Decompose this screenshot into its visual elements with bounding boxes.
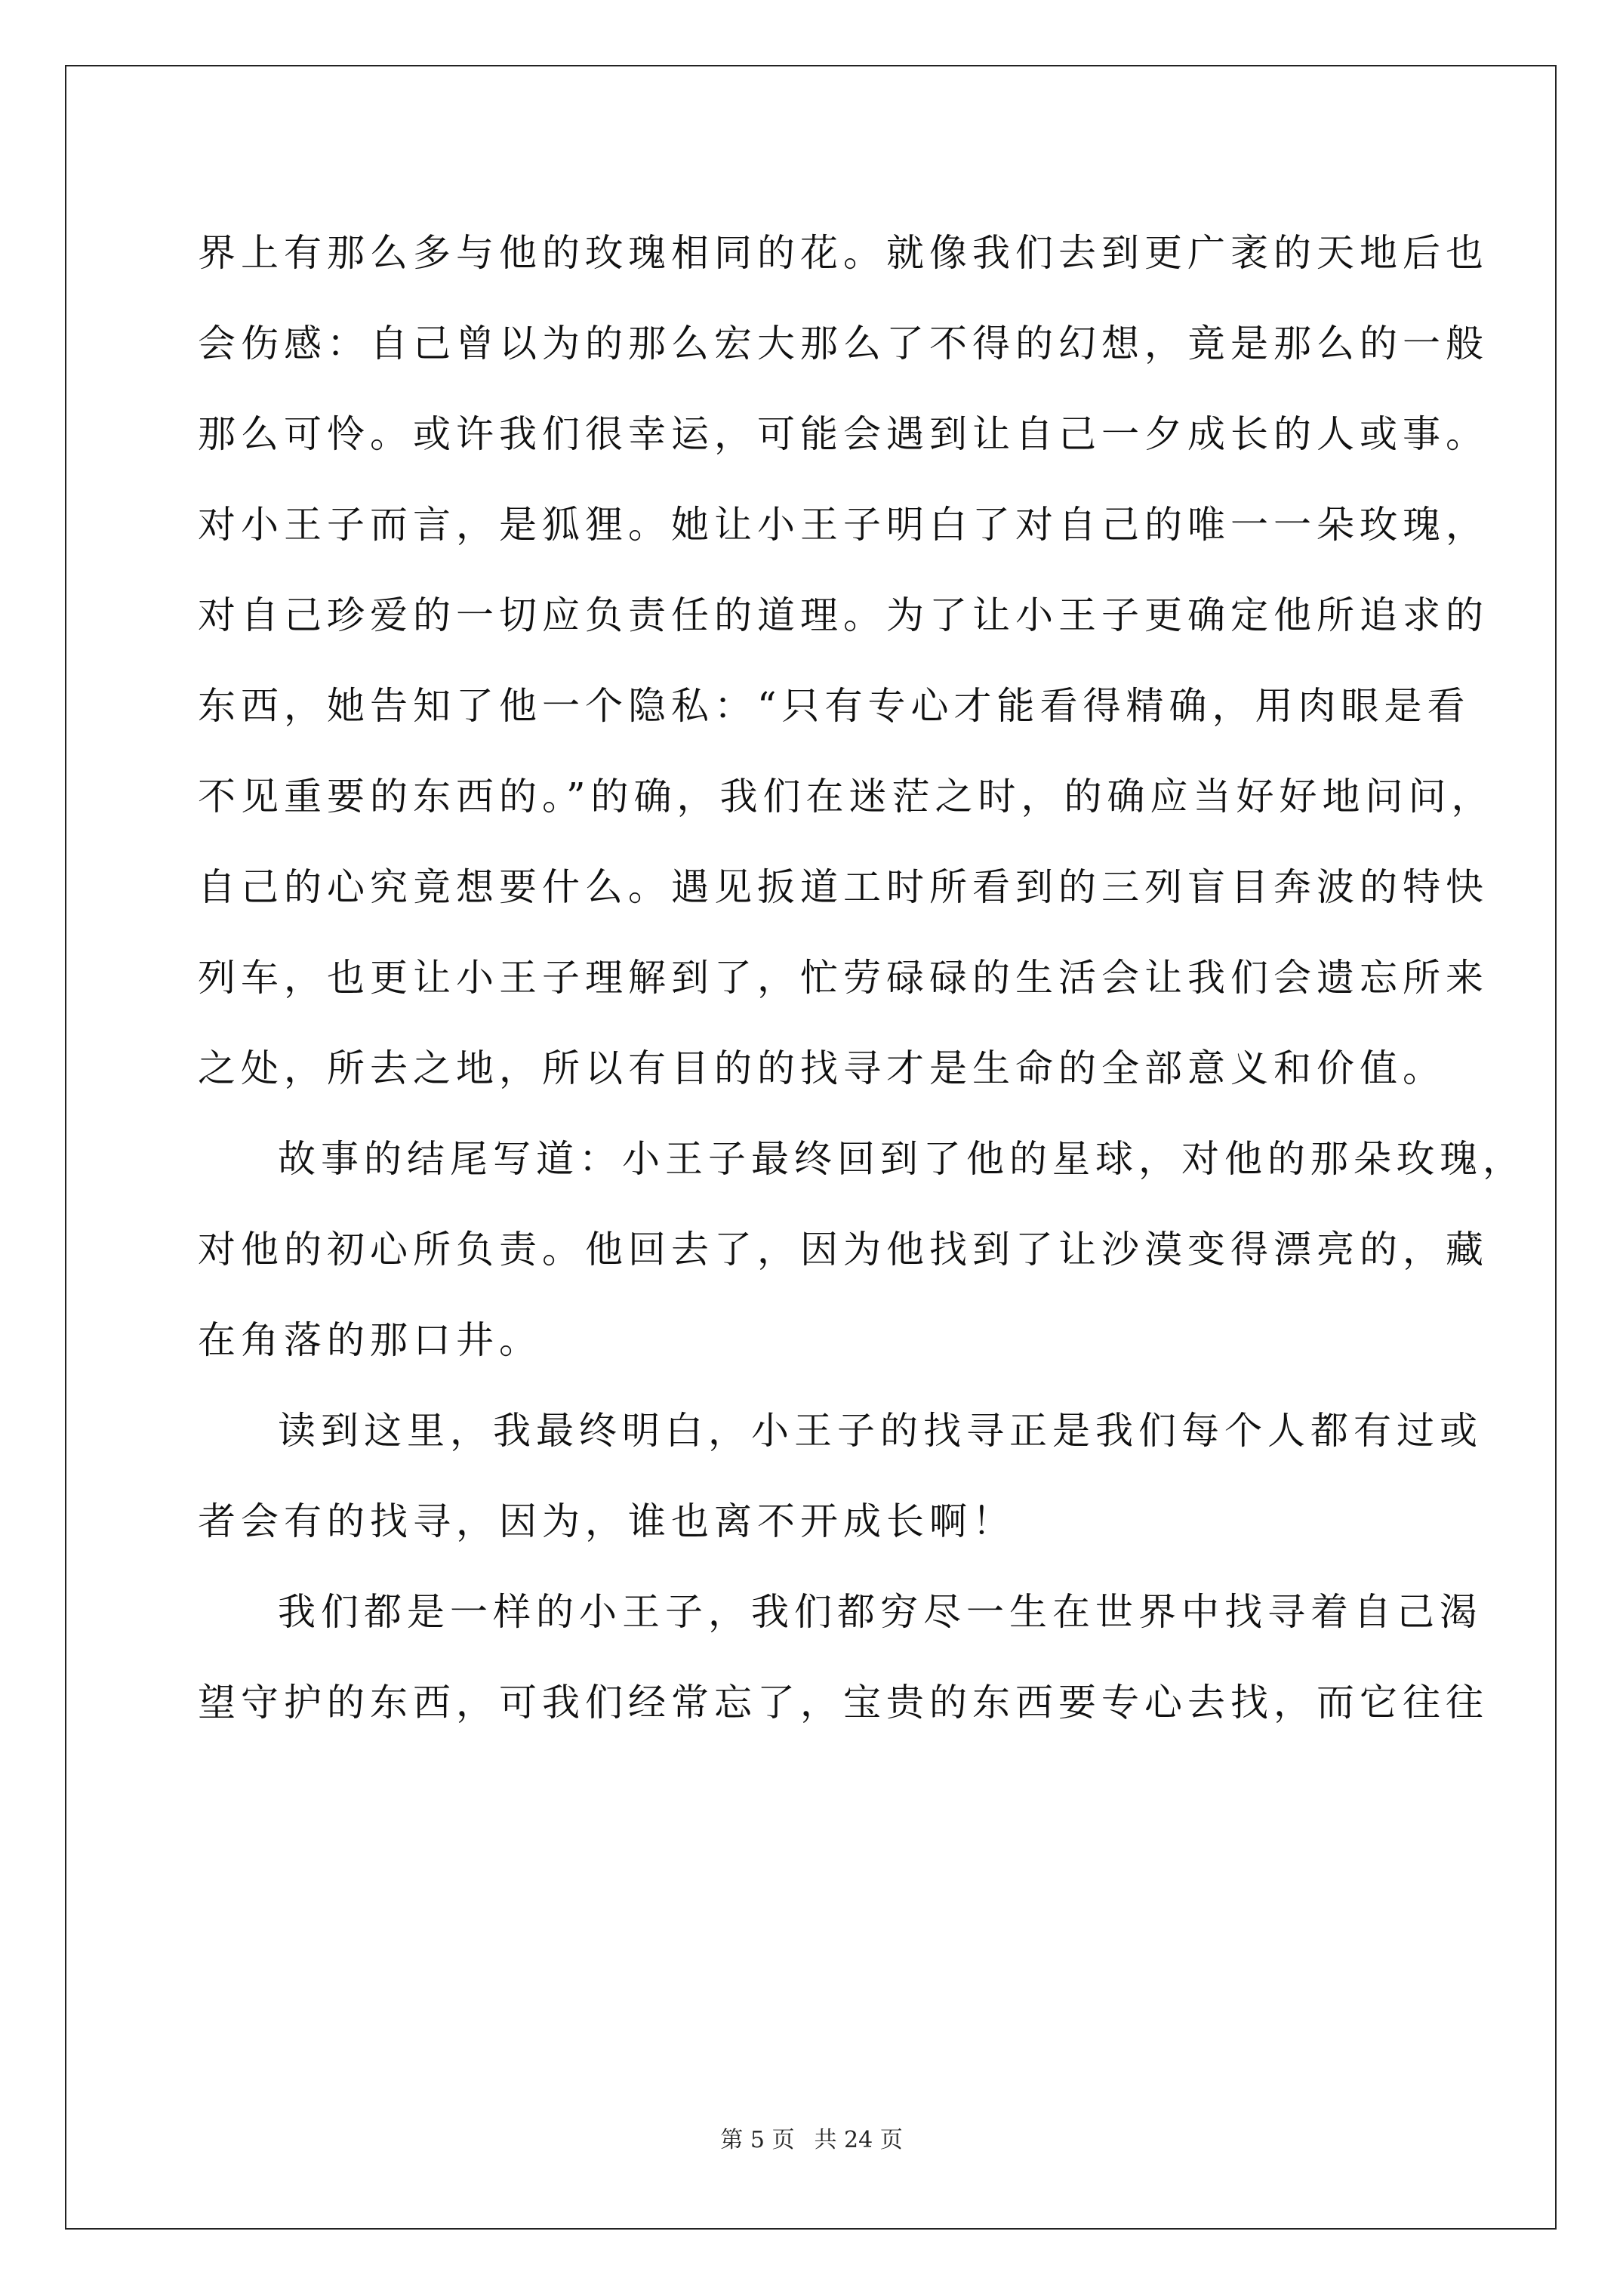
paragraph-start-line: 读到这里，我最终明白，小王子的找寻正是我们每个人都有过或 — [278, 1409, 1483, 1453]
page-number: 第 5 页 — [720, 2127, 795, 2153]
text-line: 对小王子而言，是狐狸。她让小王子明白了对自己的唯一一朵玫瑰， — [198, 503, 1489, 547]
text-line: 在角落的那口井。 — [198, 1318, 542, 1362]
text-line: 界上有那么多与他的玫瑰相同的花。就像我们去到更广袤的天地后也 — [198, 231, 1489, 275]
paragraph-start-line: 我们都是一样的小王子，我们都穷尽一生在世界中找寻着自己渴 — [278, 1590, 1483, 1634]
text-line: 对自己珍爱的一切应负责任的道理。为了让小王子更确定他所追求的 — [198, 593, 1489, 637]
page-total: 共 24 页 — [814, 2127, 903, 2153]
text-line: 对他的初心所负责。他回去了，因为他找到了让沙漠变得漂亮的，藏 — [198, 1228, 1489, 1271]
text-line: 自己的心究竟想要什么。遇见扳道工时所看到的三列盲目奔波的特快 — [198, 865, 1489, 909]
text-line: 列车，也更让小王子理解到了，忙劳碌碌的生活会让我们会遗忘所来 — [198, 956, 1489, 1000]
text-line: 之处，所去之地，所以有目的的找寻才是生命的全部意义和价值。 — [198, 1046, 1446, 1090]
text-line: 者会有的找寻，因为，谁也离不开成长啊！ — [198, 1499, 1015, 1543]
text-line: 东西，她告知了他一个隐私：“只有专心才能看得精确，用肉眼是看 — [198, 684, 1471, 728]
text-line: 望守护的东西，可我们经常忘了，宝贵的东西要专心去找，而它往往 — [198, 1681, 1489, 1724]
page-footer — [0, 2125, 1623, 2156]
paragraph-start-line: 故事的结尾写道：小王子最终回到了他的星球，对他的那朵玫瑰， — [278, 1137, 1526, 1181]
text-line: 会伤感：自己曾以为的那么宏大那么了不得的幻想，竟是那么的一般 — [198, 322, 1489, 365]
text-line: 那么可怜。或许我们很幸运，可能会遇到让自己一夕成长的人或事。 — [198, 412, 1489, 456]
text-line: 不见重要的东西的。”的确，我们在迷茫之时，的确应当好好地问问， — [198, 775, 1495, 818]
